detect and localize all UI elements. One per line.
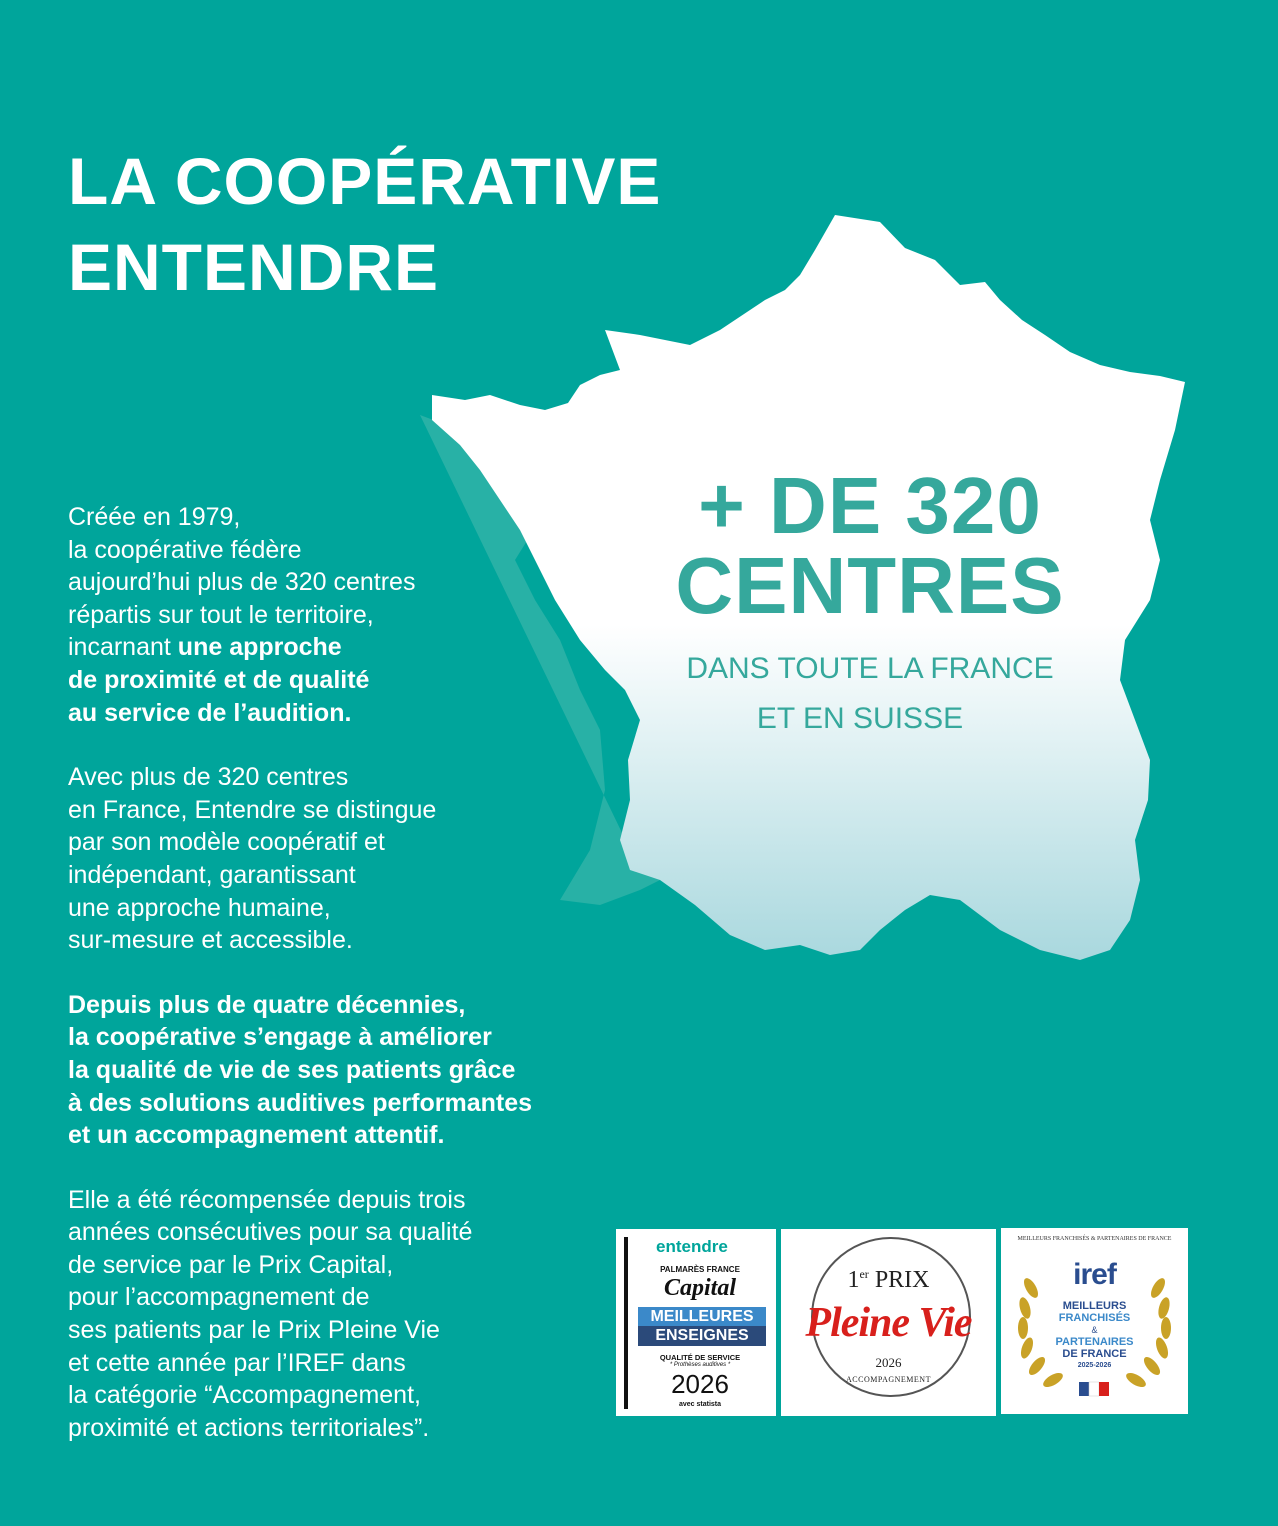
text-line: de proximité et de qualité <box>68 665 370 694</box>
title-line-1: LA COOPÉRATIVE <box>68 144 662 218</box>
title-line-2: ENTENDRE <box>68 230 440 304</box>
pleine-vie-brand: Pleine Vie <box>805 1300 972 1346</box>
capital-brand: Capital <box>663 1275 736 1301</box>
stat-block <box>650 461 1090 744</box>
paragraph-model <box>68 761 628 957</box>
iref-arc-text: MEILLEURS FRANCHISÉS & PARTENAIRES DE FRANCE <box>1017 1236 1172 1242</box>
text-line: sur-mesure et accessible. <box>68 926 353 955</box>
iref-meilleurs <box>1001 1300 1188 1324</box>
text-line: en France, Entendre se distingue <box>68 795 437 824</box>
iref-line-4: DE FRANCE <box>1062 1348 1127 1360</box>
pleine-vie-year: 2026 <box>875 1355 902 1370</box>
paragraph-awards <box>68 1184 628 1445</box>
text-line: Depuis plus de quatre décennies, <box>68 990 466 1019</box>
prix-number: 1 <box>847 1267 860 1293</box>
text-fragment: incarnant <box>68 633 178 662</box>
capital-band-2: ENSEIGNES <box>638 1326 766 1346</box>
text-fragment-bold: une approche <box>177 633 342 662</box>
body-text <box>68 501 628 1476</box>
iref-line-1: MEILLEURS <box>1062 1300 1127 1312</box>
prix-word: PRIX <box>868 1267 930 1293</box>
iref-line-3: PARTENAIRES <box>1055 1336 1134 1348</box>
text-line: et un accompagnement attentif. <box>68 1121 445 1150</box>
capital-palmares: PALMARÈS FRANCE <box>660 1265 740 1274</box>
capital-badge-frame <box>624 1237 772 1409</box>
text-line: au service de l’audition. <box>68 698 352 727</box>
iref-logo: iref <box>1073 1258 1116 1291</box>
pleine-vie-prix <box>781 1267 996 1294</box>
iref-award-badge <box>1001 1228 1188 1414</box>
stat-sub-2: ET EN SUISSE <box>756 702 964 735</box>
prix-suffix: er <box>859 1267 869 1281</box>
text-line: proximité et actions territoriales”. <box>68 1413 430 1442</box>
entendre-logo: entendre <box>656 1237 728 1256</box>
paragraph-commitment <box>68 989 628 1152</box>
text-line <box>68 631 628 664</box>
text-line: la catégorie “Accompagnement, <box>68 1381 421 1410</box>
paragraph-history <box>68 501 628 729</box>
text-line: années consécutives pour sa qualité <box>68 1218 473 1247</box>
pleine-vie-category: ACCOMPAGNEMENT <box>846 1375 931 1384</box>
text-line: à des solutions auditives performantes <box>68 1088 533 1117</box>
iref-partenaires <box>1001 1336 1188 1360</box>
text-line: Avec plus de 320 centres <box>68 763 349 792</box>
text-line: Elle a été récompensée depuis trois <box>68 1185 466 1214</box>
text-line: et cette année par l’IREF dans <box>68 1348 406 1377</box>
text-line: pour l’accompagnement de <box>68 1283 370 1312</box>
text-line: indépendant, garantissant <box>68 860 356 889</box>
text-line: par son modèle coopératif et <box>68 828 385 857</box>
text-line: une approche humaine, <box>68 893 331 922</box>
text-line: de service par le Prix Capital, <box>68 1250 394 1279</box>
pleine-vie-award-badge <box>781 1229 996 1416</box>
text-line: la coopérative fédère <box>68 535 302 564</box>
capital-band-1: MEILLEURES <box>638 1307 766 1326</box>
stat-line-2: CENTRES <box>675 541 1065 630</box>
text-line: la coopérative s’engage à améliorer <box>68 1023 492 1052</box>
stat-sub-1: DANS TOUTE LA FRANCE <box>686 652 1054 685</box>
text-line: la qualité de vie de ses patients grâce <box>68 1055 516 1084</box>
stat-line-1: + DE 320 <box>698 461 1042 550</box>
capital-award-badge <box>616 1229 776 1416</box>
text-line: Créée en 1979, <box>68 503 241 531</box>
text-line: aujourd’hui plus de 320 centres <box>68 568 416 597</box>
capital-quality: QUALITÉ DE SERVICE <box>659 1353 741 1362</box>
text-line: répartis sur tout le territoire, <box>68 600 374 629</box>
iref-years: 2025-2026 <box>1077 1362 1112 1369</box>
iref-ampersand: & <box>1091 1325 1098 1335</box>
text-line: ses patients par le Prix Pleine Vie <box>68 1316 440 1345</box>
capital-category: * Prothèses auditives * <box>669 1362 731 1368</box>
capital-partner: avec statista <box>678 1401 722 1408</box>
capital-year: 2026 <box>671 1369 729 1399</box>
iref-line-2: FRANCHISÉS <box>1058 1312 1131 1324</box>
